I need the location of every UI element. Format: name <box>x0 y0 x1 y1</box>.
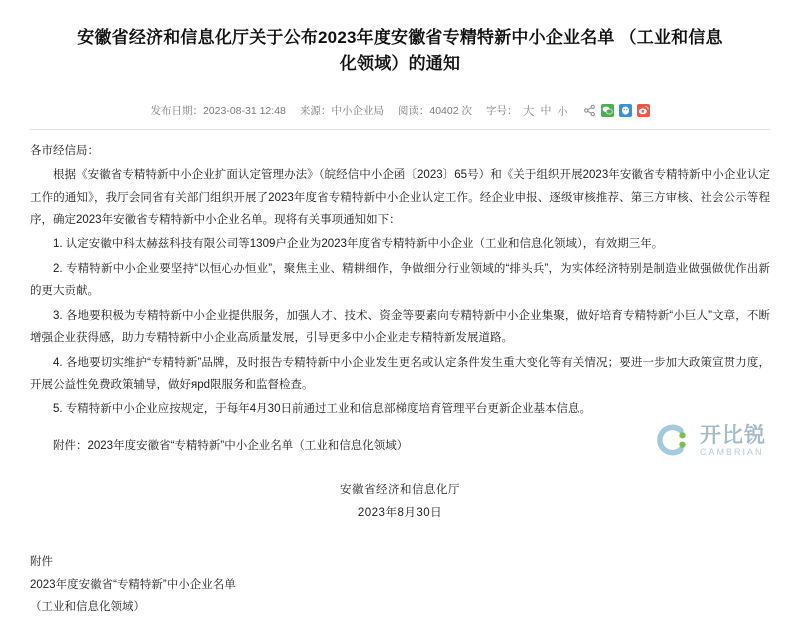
body-paragraph: 2. 专精特新中小企业要坚持“以恒心办恒业”，聚焦主业、精耕细作，争做细分行业领域的“排头兵”，为实体经济特别是制造业做强做优作出新的更大贡献。 <box>30 262 770 298</box>
font-size-medium-button[interactable]: 中 <box>540 105 552 118</box>
watermark <box>654 421 766 459</box>
share-buttons[interactable] <box>583 104 650 117</box>
signature-org: 安徽省经济和信息化厅 <box>340 484 460 497</box>
body-paragraph: 5. 专精特新中小企业应按规定，于每年4月30日前通过工业和信息部梯度培育管理平台更新企业基本信息。 <box>53 403 591 416</box>
font-size-controls[interactable] <box>486 102 569 119</box>
appendix-block <box>30 551 770 618</box>
appendix-subtitle: （工业和信息化领域） <box>30 601 145 614</box>
qq-icon[interactable] <box>619 104 632 117</box>
weibo-icon[interactable] <box>637 104 650 117</box>
appendix-title: 2023年度安徽省“专精特新”中小企业名单 <box>30 578 236 591</box>
document-body <box>30 140 770 457</box>
signature-block <box>30 479 770 525</box>
source: 来源：中小企业局 <box>299 104 384 117</box>
appendix-label: 附件 <box>30 556 53 569</box>
watermark-cn: 开比锐 <box>700 423 766 447</box>
body-paragraph: 1. 认定安徽中科太赫兹科技有限公司等1309户企业为2023年度省专精特新中小企业（工业和信息化领域），有效期三年。 <box>53 238 664 251</box>
font-size-small-button[interactable]: 小 <box>557 106 568 118</box>
signature-date: 2023年8月30日 <box>357 507 443 520</box>
attachment-line: 附件：2023年度安徽省“专精特新”中小企业名单（工业和信息化领域） <box>53 439 409 452</box>
share-icon[interactable] <box>583 104 596 117</box>
font-size-large-button[interactable]: 大 <box>522 103 535 118</box>
document-page <box>0 11 800 614</box>
watermark-en: CAMBRIAN <box>700 446 764 457</box>
salutation: 各市经信局： <box>30 144 99 157</box>
cambrian-logo-icon <box>654 421 692 459</box>
page-title: 安徽省经济和信息化厅关于公布2023年度安徽省专精特新中小企业名单 （工业和信息化领域）的通知 <box>77 28 723 73</box>
publish-date: 发布日期：2023-08-31 12:48 <box>150 104 286 117</box>
document-meta-bar <box>30 96 770 127</box>
body-paragraph: 4. 各地要切实维护“专精特新”品牌，及时报告专精特新中小企业发生更名或认定条件发生重大变化等有关情况；要进一步加大政策宣贯力度，开展公益性免费政策辅导，做好ярd限服务和监督检查。 <box>30 356 770 391</box>
body-paragraph: 根据《安徽省专精特新中小企业扩面认定管理办法》（皖经信中小企函〔2023〕65号）和《关于组织开展2023年安徽省专精特新中小企业认定工作的通知》，我厅会同省有关部门组织开展了2023年度省专精特新中小企业认定工作。经企业申报、逐级审核推荐、第三方审核、社会公示等程序，确定2023年安徽省专精特新中小企业名单。现将有关事项通知如下： <box>30 169 770 227</box>
font-size-label: 字号： <box>486 104 518 117</box>
view-count: 阅读：40402 次 <box>397 104 472 117</box>
watermark-text <box>700 424 766 457</box>
body-paragraph: 3. 各地要积极为专精特新中小企业提供服务，加强人才、技术、资金等要素向专精特新中小企业集聚，做好培育专精特新“小巨人”文章，不断增强企业获得感，助力专精特新中小企业高质量发展，引导更多中小企业走专精特新发展道路。 <box>30 309 770 345</box>
header-divider <box>30 129 770 130</box>
wechat-icon[interactable] <box>601 104 614 117</box>
